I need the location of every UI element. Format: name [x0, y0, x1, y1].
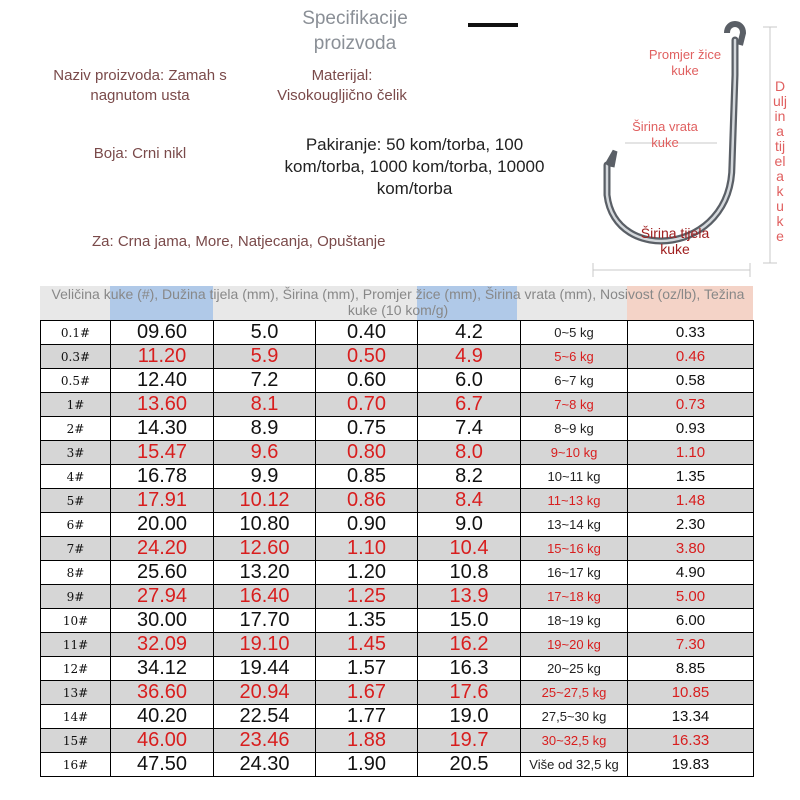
table-row	[41, 585, 754, 609]
length-cell: 15.47	[111, 441, 214, 465]
length-cell: 30.00	[111, 609, 214, 633]
color: Boja: Crni nikl	[93, 145, 187, 162]
weight-cell: 7.30	[628, 633, 754, 657]
neck-cell: 16.2	[418, 633, 521, 657]
weight-cell: 0.33	[628, 321, 754, 345]
load-cell: 11~13 kg	[521, 489, 628, 513]
size-cell: 10#	[41, 609, 111, 633]
spec-table	[40, 320, 754, 777]
width-cell: 17.70	[214, 609, 316, 633]
weight-cell: 0.46	[628, 345, 754, 369]
load-cell: 16~17 kg	[521, 561, 628, 585]
table-header: Veličina kuke (#), Dužina tijela (mm), Širina (mm), Promjer žice (mm), Širina vrata (mm), Nosivost (oz/lb), Težina kuke (10 kom/g)	[51, 286, 745, 318]
packaging: Pakiranje: 50 kom/torba, 100 kom/torba, 1000 kom/torba, 10000 kom/torba	[284, 135, 545, 198]
weight-cell: 2.30	[628, 513, 754, 537]
table-row	[41, 441, 754, 465]
load-cell: 7~8 kg	[521, 393, 628, 417]
wire-cell: 0.90	[316, 513, 418, 537]
weight-cell: 10.85	[628, 681, 754, 705]
weight-cell: 8.85	[628, 657, 754, 681]
neck-cell: 4.2	[418, 321, 521, 345]
size-cell: 11#	[41, 633, 111, 657]
table-row	[41, 609, 754, 633]
table-row	[41, 633, 754, 657]
wire-cell: 1.20	[316, 561, 418, 585]
length-cell: 16.78	[111, 465, 214, 489]
wire-cell: 1.25	[316, 585, 418, 609]
length-cell: 14.30	[111, 417, 214, 441]
width-cell: 20.94	[214, 681, 316, 705]
load-cell: 27,5~30 kg	[521, 705, 628, 729]
wire-cell: 1.88	[316, 729, 418, 753]
length-cell: 47.50	[111, 753, 214, 777]
width-cell: 12.60	[214, 537, 316, 561]
width-cell: 24.30	[214, 753, 316, 777]
load-cell: 13~14 kg	[521, 513, 628, 537]
width-cell: 19.44	[214, 657, 316, 681]
weight-cell: 13.34	[628, 705, 754, 729]
width-cell: 10.12	[214, 489, 316, 513]
body-width-label: Širina tijela kuke	[640, 225, 710, 257]
size-cell: 8#	[41, 561, 111, 585]
load-cell: 20~25 kg	[521, 657, 628, 681]
table-row	[41, 321, 754, 345]
load-cell: 18~19 kg	[521, 609, 628, 633]
width-cell: 7.2	[214, 369, 316, 393]
wire-cell: 0.50	[316, 345, 418, 369]
length-cell: 32.09	[111, 633, 214, 657]
neck-cell: 10.4	[418, 537, 521, 561]
usage: Za: Crna jama, More, Natjecanja, Opuštanje	[92, 233, 386, 250]
table-row	[41, 369, 754, 393]
size-cell: 15#	[41, 729, 111, 753]
neck-cell: 4.9	[418, 345, 521, 369]
hook-diagram	[585, 15, 800, 285]
neck-cell: 6.0	[418, 369, 521, 393]
weight-cell: 5.00	[628, 585, 754, 609]
table-row	[41, 513, 754, 537]
size-cell: 5#	[41, 489, 111, 513]
neck-cell: 8.0	[418, 441, 521, 465]
wire-cell: 1.57	[316, 657, 418, 681]
size-cell: 2#	[41, 417, 111, 441]
weight-cell: 1.10	[628, 441, 754, 465]
table-row	[41, 417, 754, 441]
weight-cell: 3.80	[628, 537, 754, 561]
load-cell: 5~6 kg	[521, 345, 628, 369]
length-cell: 11.20	[111, 345, 214, 369]
width-cell: 23.46	[214, 729, 316, 753]
load-cell: 8~9 kg	[521, 417, 628, 441]
width-cell: 5.9	[214, 345, 316, 369]
wire-cell: 1.90	[316, 753, 418, 777]
length-cell: 17.91	[111, 489, 214, 513]
wire-cell: 0.80	[316, 441, 418, 465]
table-row	[41, 489, 754, 513]
weight-cell: 1.48	[628, 489, 754, 513]
length-cell: 40.20	[111, 705, 214, 729]
neck-width-label: Širina vrata kuke	[632, 119, 698, 150]
width-cell: 16.40	[214, 585, 316, 609]
wire-diameter-label: Promjer žice kuke	[648, 47, 722, 78]
table-row	[41, 345, 754, 369]
table-row	[41, 681, 754, 705]
table-row	[41, 537, 754, 561]
table-row	[41, 753, 754, 777]
size-cell: 1#	[41, 393, 111, 417]
width-cell: 22.54	[214, 705, 316, 729]
table-row	[41, 705, 754, 729]
wire-cell: 1.45	[316, 633, 418, 657]
page-title: Specifikacije proizvoda	[302, 8, 408, 54]
table-row	[41, 729, 754, 753]
size-cell: 12#	[41, 657, 111, 681]
neck-cell: 8.4	[418, 489, 521, 513]
neck-cell: 9.0	[418, 513, 521, 537]
neck-cell: 8.2	[418, 465, 521, 489]
size-cell: 3#	[41, 441, 111, 465]
length-cell: 09.60	[111, 321, 214, 345]
load-cell: 6~7 kg	[521, 369, 628, 393]
width-cell: 5.0	[214, 321, 316, 345]
load-cell: 0~5 kg	[521, 321, 628, 345]
neck-cell: 13.9	[418, 585, 521, 609]
size-cell: 13#	[41, 681, 111, 705]
size-cell: 16#	[41, 753, 111, 777]
load-cell: 10~11 kg	[521, 465, 628, 489]
load-cell: 25~27,5 kg	[521, 681, 628, 705]
length-cell: 46.00	[111, 729, 214, 753]
wire-cell: 1.10	[316, 537, 418, 561]
product-name: Naziv proizvoda: Zamah s nagnutom usta	[53, 67, 227, 104]
weight-cell: 1.35	[628, 465, 754, 489]
body-length-label: Duljina tijela kuke	[773, 78, 788, 244]
table-row	[41, 465, 754, 489]
neck-cell: 16.3	[418, 657, 521, 681]
size-cell: 9#	[41, 585, 111, 609]
load-cell: 9~10 kg	[521, 441, 628, 465]
size-cell: 0.3#	[41, 345, 111, 369]
wire-cell: 0.75	[316, 417, 418, 441]
width-cell: 10.80	[214, 513, 316, 537]
neck-cell: 7.4	[418, 417, 521, 441]
width-cell: 19.10	[214, 633, 316, 657]
length-cell: 13.60	[111, 393, 214, 417]
width-cell: 8.9	[214, 417, 316, 441]
length-cell: 36.60	[111, 681, 214, 705]
table-row	[41, 561, 754, 585]
size-cell: 14#	[41, 705, 111, 729]
weight-cell: 16.33	[628, 729, 754, 753]
neck-cell: 6.7	[418, 393, 521, 417]
wire-cell: 0.70	[316, 393, 418, 417]
wire-cell: 1.67	[316, 681, 418, 705]
neck-cell: 17.6	[418, 681, 521, 705]
length-cell: 24.20	[111, 537, 214, 561]
width-cell: 9.9	[214, 465, 316, 489]
weight-cell: 6.00	[628, 609, 754, 633]
weight-cell: 4.90	[628, 561, 754, 585]
size-cell: 7#	[41, 537, 111, 561]
size-cell: 4#	[41, 465, 111, 489]
width-cell: 8.1	[214, 393, 316, 417]
table-row	[41, 393, 754, 417]
material: Materijal: Visokougljično čelik	[277, 67, 407, 104]
weight-cell: 0.73	[628, 393, 754, 417]
weight-cell: 19.83	[628, 753, 754, 777]
neck-cell: 20.5	[418, 753, 521, 777]
load-cell: 19~20 kg	[521, 633, 628, 657]
load-cell: 17~18 kg	[521, 585, 628, 609]
load-cell: Više od 32,5 kg	[521, 753, 628, 777]
neck-cell: 19.7	[418, 729, 521, 753]
width-cell: 9.6	[214, 441, 316, 465]
weight-cell: 0.58	[628, 369, 754, 393]
wire-cell: 0.40	[316, 321, 418, 345]
title-divider	[468, 23, 518, 27]
neck-cell: 10.8	[418, 561, 521, 585]
length-cell: 25.60	[111, 561, 214, 585]
length-cell: 20.00	[111, 513, 214, 537]
wire-cell: 0.85	[316, 465, 418, 489]
load-cell: 15~16 kg	[521, 537, 628, 561]
length-cell: 27.94	[111, 585, 214, 609]
size-cell: 0.1#	[41, 321, 111, 345]
neck-cell: 15.0	[418, 609, 521, 633]
wire-cell: 1.77	[316, 705, 418, 729]
size-cell: 0.5#	[41, 369, 111, 393]
table-row	[41, 657, 754, 681]
wire-cell: 1.35	[316, 609, 418, 633]
size-cell: 6#	[41, 513, 111, 537]
neck-cell: 19.0	[418, 705, 521, 729]
wire-cell: 0.60	[316, 369, 418, 393]
width-cell: 13.20	[214, 561, 316, 585]
load-cell: 30~32,5 kg	[521, 729, 628, 753]
length-cell: 34.12	[111, 657, 214, 681]
wire-cell: 0.86	[316, 489, 418, 513]
length-cell: 12.40	[111, 369, 214, 393]
weight-cell: 0.93	[628, 417, 754, 441]
